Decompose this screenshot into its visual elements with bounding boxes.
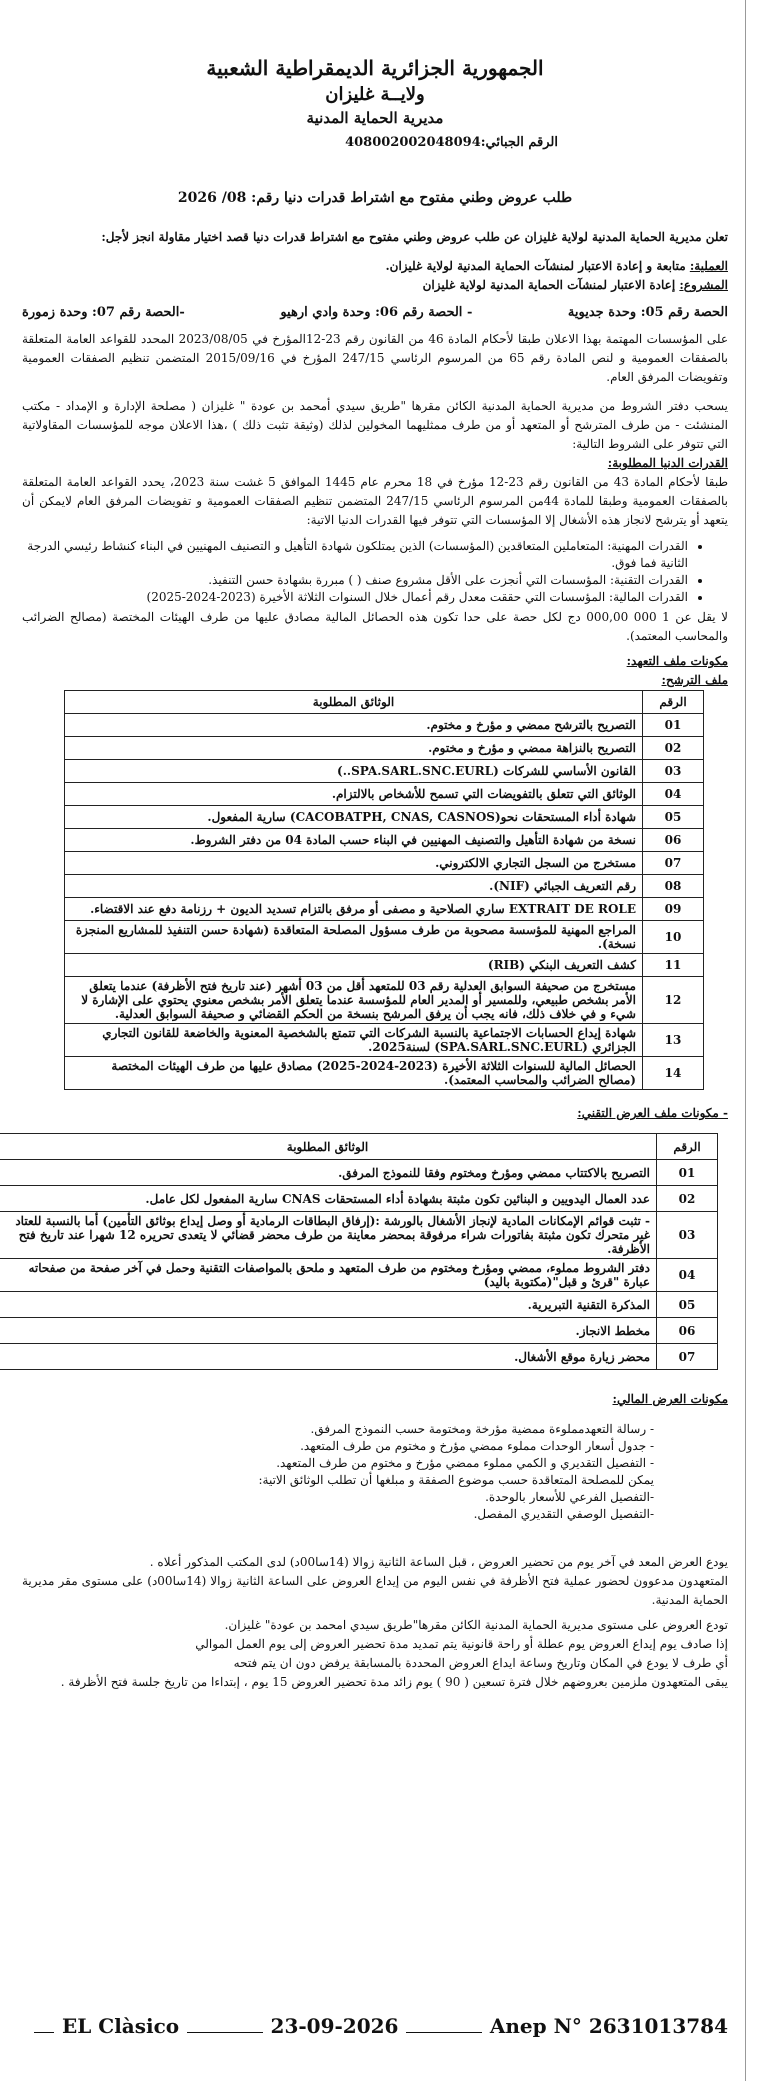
table-row: 07 محضر زيارة موقع الأشغال. [0, 1344, 718, 1370]
table-row: 03 القانون الأساسي للشركات (SPA.SARL.SNC.EURL..) [65, 760, 704, 783]
withdrawal-text: يسحب دفتر الشروط من مديرية الحماية المدنية الكائن مقرها "طريق سيدي أمحمد بن عودة " غليزان ( مصلحة الإدارة و الإمداد - مكتب المنشئت - من طرف المترشح أو المتعهد أو من طرف ممثليهما المخولين لذلك (وثيقة تثبت ذلك ) ،هذا الاعلان موجه للمؤسسات المقاولاتية التي تتوفر على الشروط التالية: [22, 399, 729, 451]
financial-title: مكونات العرض المالي: [612, 1392, 728, 1406]
wilaya-title: ولايــة غليزان [325, 84, 425, 105]
table-row: 05 شهادة أداء المستحقات نحو(CACOBATPH, CNAS, CASNOS) سارية المفعول. [65, 806, 704, 829]
table-row: 06 نسخة من شهادة التأهيل والتصنيف المهنيين في البناء حسب المادة 04 من دفتر الشروط. [65, 829, 704, 852]
technical-table [0, 1133, 718, 1370]
list-item: يمكن للمصلحة المتعاقدة حسب موضوع الصفقة و مبلغها أن تطلب الوثائق الاتية: [258, 1473, 654, 1487]
table-row: 04 دفتر الشروط مملوء، ممضي ومؤرخ ومختوم من طرف المتعهد و ملحق بالمواصفات التقنية وحمل في آخر صفحة من صفحاته عبارة "قرئ و قبل"(مكتوبة باليد) [0, 1259, 718, 1292]
footer [26, 2014, 728, 2038]
list-item: - رسالة التعهدمملوءة ممضية مؤرخة ومختومة حسب النموذج المرفق. [310, 1422, 654, 1436]
table-row: 13 شهادة إيداع الحسابات الاجتماعية بالنسبة الشركات التي تتمتع بالشخصية المعنوية والخاضعة للقانون التجاري الجزائري (SPA.SARL.SNC.EURL) لسنة2025. [65, 1024, 704, 1057]
newspaper-name: EL Clàsico [62, 2014, 180, 2038]
dossier-title: مكونات ملف التعهد: [626, 654, 728, 668]
tax-id: الرقم الجبائي:408002002048094 [345, 135, 558, 150]
candidature-table [64, 690, 704, 1090]
page-border [745, 0, 746, 2081]
table-row: 01 التصريح بالاكتتاب ممضي ومؤرخ ومختوم وفقا للنموذج المرفق. [0, 1160, 718, 1186]
header [22, 56, 728, 127]
tender-title: طلب عروض وطني مفتوح مع اشتراط قدرات دنيا رقم: 08/ 2026 [177, 190, 573, 206]
lot-07: -الحصة رقم 07: وحدة زمورة [22, 305, 185, 320]
table-row: 10 المراجع المهنية للمؤسسة مصحوبة من طرف مسؤول المصلحة المتعاقدة (شهادة حسن التنفيذ للمشاريع المنجزة نسخة). [65, 921, 704, 954]
table-row: 05 المذكرة التقنية التبريرية. [0, 1292, 718, 1318]
table-row: 02 التصريح بالنزاهة ممضي و مؤرخ و مختوم. [65, 737, 704, 760]
list-item: - التفصيل التقديري و الكمي مملوء ممضي مؤرخ و مختوم من طرف المتعهد. [276, 1456, 654, 1470]
col-documents: الوثائق المطلوبة [65, 691, 643, 714]
lot-06: - الحصة رقم 06: وحدة وادي ارهيو [280, 305, 473, 320]
lots-row [22, 305, 728, 320]
financial-list [22, 1421, 668, 1523]
table-header [0, 1134, 718, 1160]
operation-value: متابعة و إعادة الاعتبار لمنشآت الحماية المدنية لولاية غليزان. [385, 259, 690, 273]
closing-rejection: أي طرف لا يودع في المكان وتاريخ وساعة ايداع العروض المحددة بالمسابقة يرفض دون ان يتم فتحه [233, 1656, 728, 1670]
table-row: 01 التصريح بالترشح ممضي و مؤرخ و مختوم. [65, 714, 704, 737]
directorate-title: مديرية الحماية المدنية [306, 109, 444, 127]
table-row: 04 الوثائق التي تتعلق بالتفويضات التي تسمح للأشخاص بالالتزام. [65, 783, 704, 806]
candidature-title: ملف الترشح: [661, 673, 728, 687]
table-row: 02 عدد العمال اليدويين و البنائين تكون مثبتة بشهادة أداء المستحقات CNAS سارية المفعول لكل عامل. [0, 1186, 718, 1212]
closing-validity: يبقى المتعهدون ملزمين بعروضهم خلال فترة تسعين ( 90 ) يوم زائد مدة تحضير العروض 15 يوم ، إبتداءا من تاريخ جلسة فتح الأظرفة . [60, 1675, 728, 1689]
table-row: 09 EXTRAIT DE ROLE ساري الصلاحية و مصفى أو مرفق بالتزام تسديد الديون + رزنامة دفع عند الاقتضاء. [65, 898, 704, 921]
footer-rule [187, 2020, 262, 2033]
publication-date: 23-09-2026 [270, 2014, 399, 2038]
project-label: المشروع: [679, 278, 728, 292]
list-item: -التفصيل الفرعي للأسعار بالوحدة. [485, 1490, 654, 1504]
min-capacity-list [22, 538, 702, 606]
table-row: 14 الحصائل المالية للسنوات الثلاثة الأخيرة (2023-2024-2025) مصادق عليها من طرف الهيئات المختصة (مصالح الضرائب والمحاسب المعتمد). [65, 1057, 704, 1090]
table-row: 03 - تثبت قوائم الإمكانات المادية لإنجاز الأشغال بالورشة :(إرفاق البطاقات الرمادية أو وصل إيداع بوثائق التأمين) أما بالنسبة للعتاد غير متحرك تكون مثبتة بفاتورات شراء مرفوقة بمحضر معاينة من طرف محضر قضائي لا يتعدى تحريره 12 شهرا عند تاريخ فتح الأظرفة. [0, 1212, 718, 1259]
operation-line [22, 257, 728, 276]
capacity-professional: • القدرات المهنية: المتعاملين المتعاقدين (المؤسسات) الذين يمتلكون شهادة التأهيل و التصنيف المهنيين في البناء كنشاط رئيسي الدرجة الثانية فما فوق. [22, 538, 688, 572]
closing-deposit: يودع العرض المعد في آخر يوم من تحضير العروض ، قبل الساعة الثانية زوالا (14سا00د) لدى المكتب المذكور أعلاه . [149, 1555, 728, 1569]
col-number: الرقم [643, 691, 704, 714]
project-line [22, 276, 728, 295]
technical-title: - مكونات ملف العرض التقني: [577, 1106, 728, 1120]
table-row: 06 مخطط الانجاز. [0, 1318, 718, 1344]
anep-number: Anep N° 2631013784 [489, 2014, 729, 2038]
closing-holiday: إذا صادف يوم إيداع العروض يوم عطلة أو راحة قانونية يتم تمديد مدة تحضير العروض إلى يوم العمل الموالي [195, 1637, 728, 1651]
closing-opening: المتعهدون مدعوون لحضور عملية فتح الأظرفة في نفس اليوم من إيداع العروض على الساعة الثانية زوالا (14سا00د) على مستوى مقر مديرية الحماية المدنية. [22, 1574, 729, 1607]
table-row: 08 رقم التعريف الجبائي (NIF). [65, 875, 704, 898]
table-header [65, 691, 704, 714]
table-row: 07 مستخرج من السجل التجاري الالكتروني. [65, 852, 704, 875]
col-number: الرقم [657, 1134, 718, 1160]
intro-text: تعلن مديرية الحماية المدنية لولاية غليزان عن طلب عروض وطني مفتوح مع اشتراط قدرات دنيا قصد اختيار مقاولة انجز لأجل: [101, 230, 728, 244]
list-item: - جدول أسعار الوحدات مملوء ممضي مؤرخ و مختوم من طرف المتعهد. [300, 1439, 654, 1453]
capacity-financial: • القدرات المالية: المؤسسات التي حققت معدل رقم أعمال خلال السنوات الثلاثة الأخيرة (2023-2024-2025) [22, 589, 688, 606]
project-value: إعادة الاعتبار لمنشآت الحماية المدنية لولاية غليزان [422, 278, 680, 292]
min-capacity-text: طبقا لأحكام المادة 43 من القانون رقم 23-12 مؤرخ في 18 محرم عام 1445 الموافق 5 غشت سنة 2023، يحدد القواعد العامة المتعلقة بالصفقات العمومية وطبقا للمادة 44من المرسوم الرئاسي 247/15 المتضمن تنظيم الصفقات العمومية و تفويضات المرفق العام لايمكن أن يتعهد أو يترشح لانجاز هذه الأشغال إلا المؤسسات التي تتوفر فيها القدرات الدنيا الاتية: [22, 475, 729, 527]
closing-location: تودع العروض على مستوى مديرية الحماية المدنية الكائن مقرها"طريق سيدي امحمد بن عودة" غليزان. [224, 1618, 728, 1632]
table-row: 11 كشف التعريف البنكي (RIB) [65, 954, 704, 977]
footer-rule [406, 2020, 481, 2033]
table-row: 12 مستخرج من صحيفة السوابق العدلية رقم 03 للمتعهد أقل من 03 أشهر (عند تاريخ فتح الأظرفة) عندما يتعلق الأمر بشخص طبيعي، وللمسير أو المدير العام للمؤسسة عندما يتعلق الأمر بشخص معنوي يحتوي على الإشارة لا شيء و في خلاف ذلك، فانه يجب أن يرفق المرشح بنسخة من الحكم القضائي و صحيفة السوابق العدلية. [65, 977, 704, 1024]
republic-title: الجمهورية الجزائرية الديمقراطية الشعبية [206, 56, 544, 80]
col-documents: الوثائق المطلوبة [0, 1134, 657, 1160]
operation-label: العملية: [689, 259, 728, 273]
list-item: -التفصيل الوصفي التقديري المفصل. [473, 1507, 654, 1521]
min-capacity-title: القدرات الدنيا المطلوبة: [607, 456, 728, 470]
eligibility-text: على المؤسسات المهتمة بهذا الاعلان طبقا لأحكام المادة 46 من القانون رقم 23-12المؤرخ في 2023/08/05 المحدد للقواعد العامة المتعلقة بالصفقات العمومية و لنص المادة رقم 65 من المرسوم الرئاسي 247/15 المؤرخ في 2015/09/16 المتضمن تنظيم الصفقات العمومية وتفويضات المرفق العام. [22, 332, 729, 384]
capacity-technical: • القدرات التقنية: المؤسسات التي أنجزت على الأقل مشروع صنف ( ) مبررة بشهادة حسن التنفيذ. [22, 572, 688, 589]
lot-05: الحصة رقم 05: وحدة جديوية [567, 305, 728, 320]
turnover-text: لا يقل عن 1 000 000,00 دج لكل حصة على حدا تكون هذه الحصائل المالية مصادق عليها من طرف الهيئات المختصة (مصالح الضرائب والمحاسب المعتمد). [22, 610, 728, 643]
footer-rule [34, 2020, 54, 2033]
